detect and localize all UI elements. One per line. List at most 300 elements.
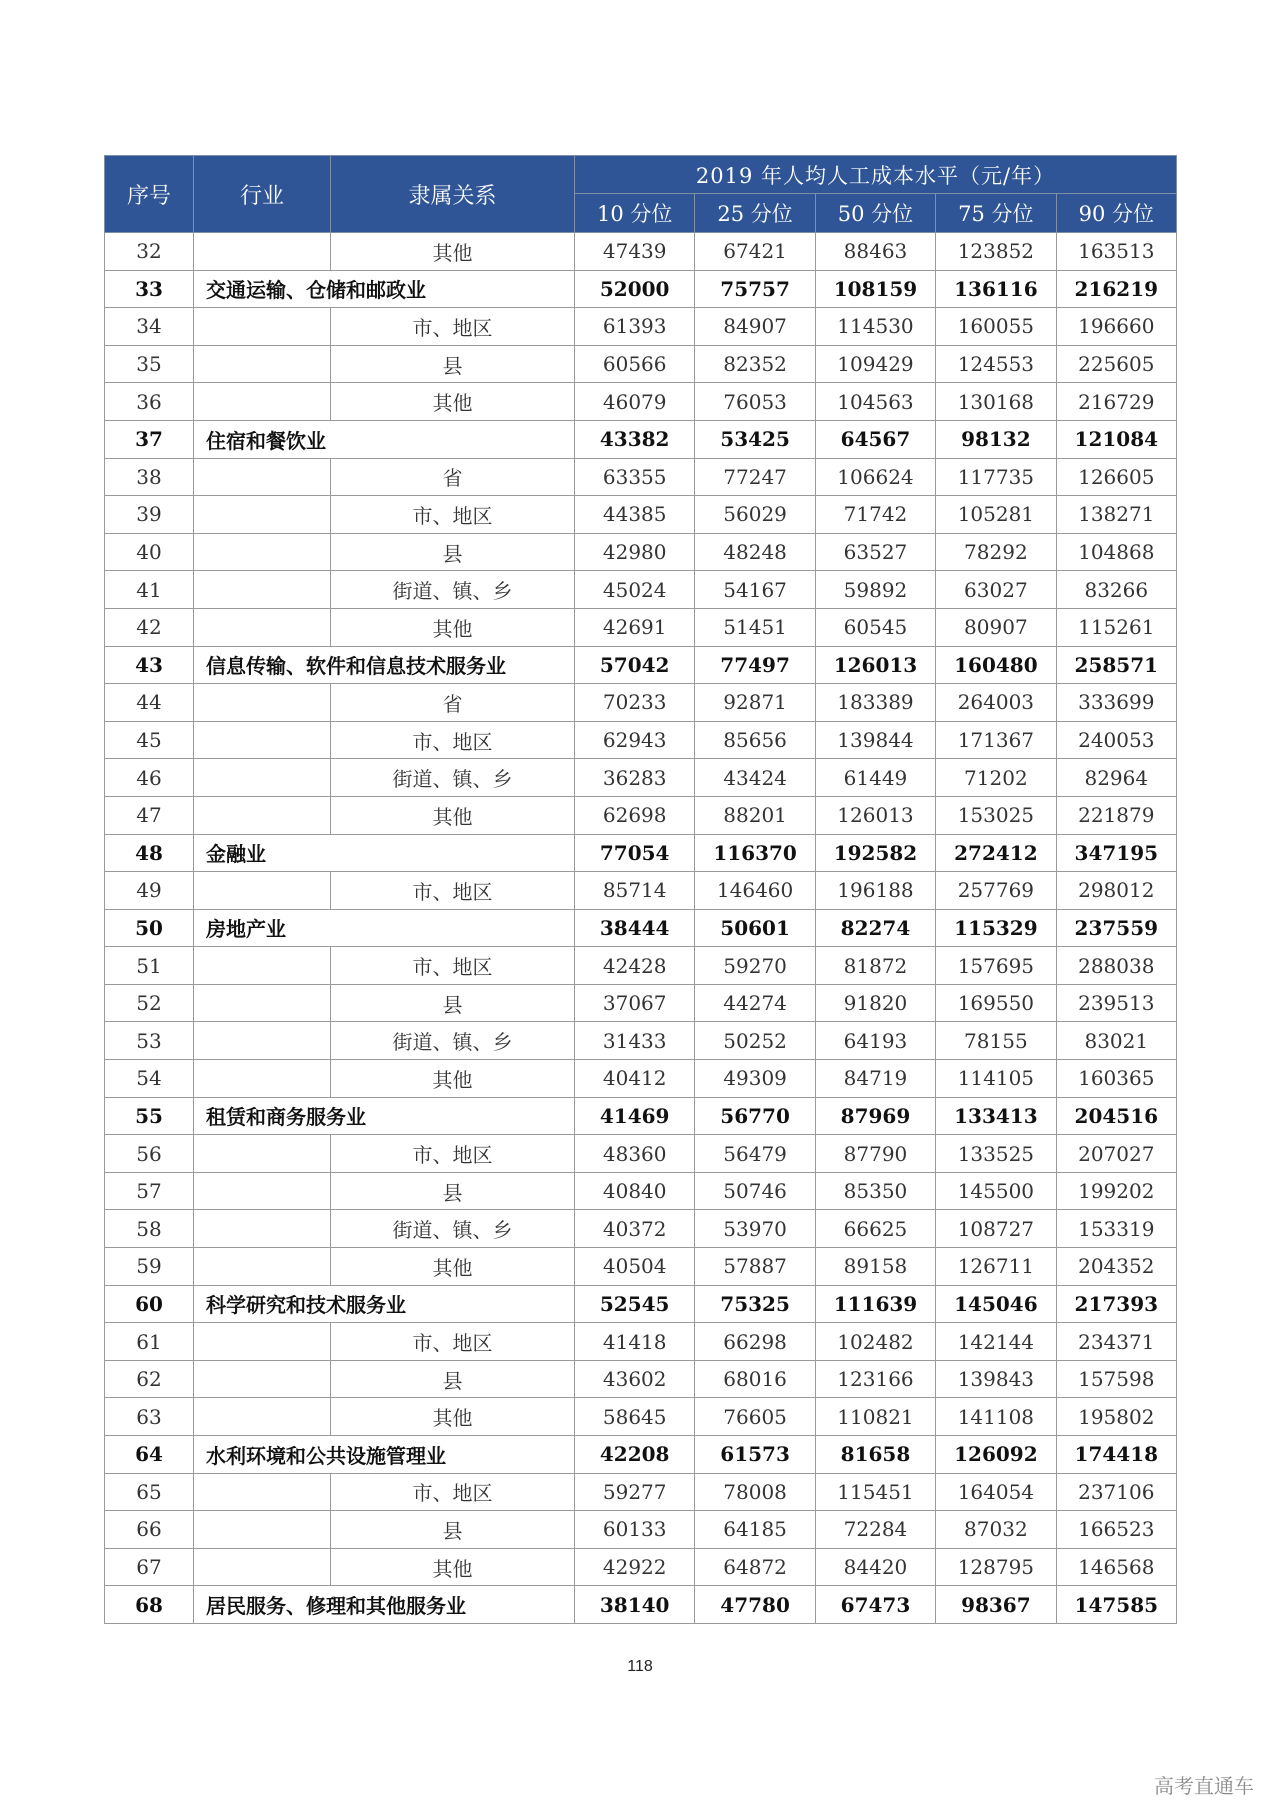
table-row	[105, 1511, 1177, 1549]
header-percentile-10: 10 分位	[575, 194, 695, 233]
row-seq: 51	[105, 947, 194, 985]
row-value-p50: 115451	[815, 1473, 935, 1511]
row-value-p90: 225605	[1056, 345, 1176, 383]
row-seq: 52	[105, 984, 194, 1022]
row-seq: 53	[105, 1022, 194, 1060]
row-seq: 54	[105, 1060, 194, 1098]
row-value-p50: 108159	[815, 270, 935, 308]
row-value-p10: 60566	[575, 345, 695, 383]
row-affiliation: 县	[331, 1511, 575, 1549]
table-row	[105, 1473, 1177, 1511]
row-affiliation: 其他	[331, 1548, 575, 1586]
row-affiliation: 市、地区	[331, 1135, 575, 1173]
row-seq: 35	[105, 345, 194, 383]
row-seq: 56	[105, 1135, 194, 1173]
row-value-p10: 38444	[575, 909, 695, 947]
row-value-p50: 71742	[815, 496, 935, 534]
row-value-p50: 66625	[815, 1210, 935, 1248]
row-value-p75: 157695	[936, 947, 1056, 985]
row-industry	[194, 984, 331, 1022]
page-number: 118	[627, 1658, 653, 1675]
row-seq: 43	[105, 646, 194, 684]
row-value-p25: 85656	[695, 721, 815, 759]
row-value-p50: 81872	[815, 947, 935, 985]
row-value-p75: 141108	[936, 1398, 1056, 1436]
row-value-p25: 146460	[695, 872, 815, 910]
row-affiliation: 其他	[331, 608, 575, 646]
header-industry: 行业	[194, 156, 331, 233]
row-value-p50: 104563	[815, 383, 935, 421]
row-value-p90: 195802	[1056, 1398, 1176, 1436]
row-value-p10: 42428	[575, 947, 695, 985]
table-row	[105, 1097, 1177, 1135]
row-value-p75: 171367	[936, 721, 1056, 759]
row-industry	[194, 1398, 331, 1436]
row-value-p25: 116370	[695, 834, 815, 872]
row-affiliation: 市、地区	[331, 496, 575, 534]
row-affiliation: 县	[331, 1172, 575, 1210]
row-affiliation: 其他	[331, 1398, 575, 1436]
table-row	[105, 270, 1177, 308]
row-value-p90: 258571	[1056, 646, 1176, 684]
row-value-p25: 75757	[695, 270, 815, 308]
row-value-p10: 46079	[575, 383, 695, 421]
row-value-p50: 109429	[815, 345, 935, 383]
table-row	[105, 1285, 1177, 1323]
row-industry	[194, 684, 331, 722]
table-row	[105, 1060, 1177, 1098]
row-affiliation: 县	[331, 533, 575, 571]
row-value-p50: 84719	[815, 1060, 935, 1098]
row-value-p75: 63027	[936, 571, 1056, 609]
row-value-p90: 138271	[1056, 496, 1176, 534]
row-industry	[194, 1060, 331, 1098]
row-affiliation: 街道、镇、乡	[331, 1210, 575, 1248]
row-affiliation: 其他	[331, 796, 575, 834]
row-industry	[194, 533, 331, 571]
row-value-p90: 147585	[1056, 1586, 1176, 1624]
table-header	[105, 156, 1177, 233]
row-value-p90: 196660	[1056, 308, 1176, 346]
row-value-p90: 199202	[1056, 1172, 1176, 1210]
row-value-p25: 92871	[695, 684, 815, 722]
row-affiliation: 县	[331, 1360, 575, 1398]
row-industry	[194, 1511, 331, 1549]
table-row	[105, 947, 1177, 985]
row-value-p90: 160365	[1056, 1060, 1176, 1098]
row-seq: 32	[105, 233, 194, 271]
row-value-p25: 61573	[695, 1436, 815, 1474]
row-industry	[194, 1323, 331, 1361]
table-row	[105, 1586, 1177, 1624]
row-value-p50: 82274	[815, 909, 935, 947]
table-row	[105, 796, 1177, 834]
row-value-p25: 53970	[695, 1210, 815, 1248]
row-seq: 38	[105, 458, 194, 496]
row-value-p75: 126711	[936, 1248, 1056, 1286]
row-industry	[194, 1473, 331, 1511]
row-value-p75: 124553	[936, 345, 1056, 383]
row-value-p90: 207027	[1056, 1135, 1176, 1173]
row-value-p25: 44274	[695, 984, 815, 1022]
row-value-p25: 77247	[695, 458, 815, 496]
row-seq: 34	[105, 308, 194, 346]
row-value-p75: 71202	[936, 759, 1056, 797]
table-row	[105, 1135, 1177, 1173]
row-value-p75: 128795	[936, 1548, 1056, 1586]
row-value-p50: 84420	[815, 1548, 935, 1586]
table-row	[105, 533, 1177, 571]
row-seq: 65	[105, 1473, 194, 1511]
row-value-p90: 126605	[1056, 458, 1176, 496]
row-value-p25: 50601	[695, 909, 815, 947]
row-value-p25: 82352	[695, 345, 815, 383]
row-affiliation: 市、地区	[331, 947, 575, 985]
row-value-p90: 104868	[1056, 533, 1176, 571]
row-value-p75: 108727	[936, 1210, 1056, 1248]
row-value-p25: 51451	[695, 608, 815, 646]
row-value-p90: 237106	[1056, 1473, 1176, 1511]
row-value-p25: 56029	[695, 496, 815, 534]
header-percentile-90: 90 分位	[1056, 194, 1176, 233]
row-industry	[194, 458, 331, 496]
row-industry	[194, 608, 331, 646]
row-value-p25: 88201	[695, 796, 815, 834]
row-value-p25: 84907	[695, 308, 815, 346]
row-industry: 金融业	[194, 834, 331, 872]
table-row	[105, 1360, 1177, 1398]
table-body	[105, 233, 1177, 1624]
row-value-p10: 44385	[575, 496, 695, 534]
row-value-p75: 153025	[936, 796, 1056, 834]
watermark: 高考直通车	[1154, 1774, 1254, 1798]
table-row	[105, 420, 1177, 458]
row-value-p50: 59892	[815, 571, 935, 609]
row-industry	[194, 1248, 331, 1286]
row-value-p50: 196188	[815, 872, 935, 910]
row-seq: 68	[105, 1586, 194, 1624]
table-row	[105, 1172, 1177, 1210]
row-value-p25: 64872	[695, 1548, 815, 1586]
row-seq: 50	[105, 909, 194, 947]
row-value-p10: 48360	[575, 1135, 695, 1173]
row-value-p10: 42208	[575, 1436, 695, 1474]
header-affiliation: 隶属关系	[331, 156, 575, 233]
row-seq: 61	[105, 1323, 194, 1361]
row-affiliation: 县	[331, 345, 575, 383]
row-industry: 信息传输、软件和信息技术服务业	[194, 646, 331, 684]
row-value-p10: 63355	[575, 458, 695, 496]
row-industry	[194, 947, 331, 985]
row-value-p75: 264003	[936, 684, 1056, 722]
row-seq: 64	[105, 1436, 194, 1474]
row-seq: 49	[105, 872, 194, 910]
row-value-p25: 54167	[695, 571, 815, 609]
row-value-p75: 145046	[936, 1285, 1056, 1323]
row-industry: 水利环境和公共设施管理业	[194, 1436, 331, 1474]
row-value-p50: 111639	[815, 1285, 935, 1323]
table-row	[105, 608, 1177, 646]
table-row	[105, 308, 1177, 346]
row-value-p90: 174418	[1056, 1436, 1176, 1474]
row-seq: 47	[105, 796, 194, 834]
row-industry	[194, 571, 331, 609]
row-affiliation: 街道、镇、乡	[331, 571, 575, 609]
table-row	[105, 345, 1177, 383]
row-value-p50: 89158	[815, 1248, 935, 1286]
table-row	[105, 1436, 1177, 1474]
row-value-p75: 78292	[936, 533, 1056, 571]
row-value-p50: 61449	[815, 759, 935, 797]
row-affiliation: 市、地区	[331, 308, 575, 346]
row-value-p10: 58645	[575, 1398, 695, 1436]
header-percentile-75: 75 分位	[936, 194, 1056, 233]
row-value-p90: 239513	[1056, 984, 1176, 1022]
row-industry	[194, 496, 331, 534]
row-value-p25: 53425	[695, 420, 815, 458]
row-value-p75: 272412	[936, 834, 1056, 872]
row-industry	[194, 796, 331, 834]
row-affiliation	[331, 834, 575, 872]
table-row	[105, 1548, 1177, 1586]
row-value-p25: 77497	[695, 646, 815, 684]
row-value-p75: 98367	[936, 1586, 1056, 1624]
row-value-p25: 57887	[695, 1248, 815, 1286]
row-seq: 37	[105, 420, 194, 458]
row-value-p50: 126013	[815, 646, 935, 684]
row-industry	[194, 1135, 331, 1173]
row-value-p75: 139843	[936, 1360, 1056, 1398]
table-row	[105, 721, 1177, 759]
row-value-p25: 48248	[695, 533, 815, 571]
row-value-p25: 76605	[695, 1398, 815, 1436]
row-value-p75: 123852	[936, 233, 1056, 271]
row-value-p50: 85350	[815, 1172, 935, 1210]
row-value-p10: 41469	[575, 1097, 695, 1135]
row-value-p10: 40840	[575, 1172, 695, 1210]
labor-cost-table	[104, 155, 1176, 1624]
row-value-p90: 221879	[1056, 796, 1176, 834]
row-seq: 59	[105, 1248, 194, 1286]
row-affiliation	[331, 420, 575, 458]
row-value-p50: 64567	[815, 420, 935, 458]
row-value-p75: 114105	[936, 1060, 1056, 1098]
table-row	[105, 646, 1177, 684]
row-value-p10: 40372	[575, 1210, 695, 1248]
row-value-p75: 78155	[936, 1022, 1056, 1060]
row-value-p25: 76053	[695, 383, 815, 421]
row-value-p50: 139844	[815, 721, 935, 759]
row-industry	[194, 1022, 331, 1060]
row-value-p25: 43424	[695, 759, 815, 797]
header-percentile-25: 25 分位	[695, 194, 815, 233]
row-affiliation	[331, 909, 575, 947]
row-value-p10: 36283	[575, 759, 695, 797]
row-value-p10: 60133	[575, 1511, 695, 1549]
table-row	[105, 383, 1177, 421]
row-industry	[194, 345, 331, 383]
row-seq: 62	[105, 1360, 194, 1398]
row-industry	[194, 383, 331, 421]
row-value-p50: 64193	[815, 1022, 935, 1060]
row-value-p10: 42980	[575, 533, 695, 571]
row-seq: 66	[105, 1511, 194, 1549]
row-value-p75: 160480	[936, 646, 1056, 684]
row-affiliation: 市、地区	[331, 1323, 575, 1361]
row-value-p50: 63527	[815, 533, 935, 571]
row-value-p90: 298012	[1056, 872, 1176, 910]
row-value-p90: 146568	[1056, 1548, 1176, 1586]
table-row	[105, 759, 1177, 797]
row-affiliation: 市、地区	[331, 1473, 575, 1511]
row-seq: 58	[105, 1210, 194, 1248]
row-value-p10: 62698	[575, 796, 695, 834]
row-value-p75: 115329	[936, 909, 1056, 947]
row-seq: 55	[105, 1097, 194, 1135]
row-value-p10: 41418	[575, 1323, 695, 1361]
table-row	[105, 233, 1177, 271]
header-cost-title: 2019 年人均人工成本水平（元/年）	[575, 156, 1177, 194]
row-value-p25: 56479	[695, 1135, 815, 1173]
row-industry	[194, 308, 331, 346]
row-industry	[194, 1172, 331, 1210]
row-affiliation: 市、地区	[331, 721, 575, 759]
table-row	[105, 1210, 1177, 1248]
row-value-p10: 43382	[575, 420, 695, 458]
row-industry: 科学研究和技术服务业	[194, 1285, 331, 1323]
row-value-p75: 142144	[936, 1323, 1056, 1361]
row-value-p50: 60545	[815, 608, 935, 646]
row-value-p90: 237559	[1056, 909, 1176, 947]
row-industry	[194, 1548, 331, 1586]
row-value-p25: 47780	[695, 1586, 815, 1624]
row-seq: 42	[105, 608, 194, 646]
row-industry: 住宿和餐饮业	[194, 420, 331, 458]
row-value-p90: 204352	[1056, 1248, 1176, 1286]
row-value-p75: 87032	[936, 1511, 1056, 1549]
header-seq: 序号	[105, 156, 194, 233]
row-industry	[194, 233, 331, 271]
table-row	[105, 1323, 1177, 1361]
row-seq: 40	[105, 533, 194, 571]
row-value-p10: 37067	[575, 984, 695, 1022]
row-seq: 44	[105, 684, 194, 722]
row-value-p75: 160055	[936, 308, 1056, 346]
row-seq: 63	[105, 1398, 194, 1436]
row-value-p10: 52000	[575, 270, 695, 308]
row-value-p10: 40504	[575, 1248, 695, 1286]
row-value-p75: 169550	[936, 984, 1056, 1022]
row-value-p50: 110821	[815, 1398, 935, 1436]
row-value-p50: 106624	[815, 458, 935, 496]
row-value-p75: 133413	[936, 1097, 1056, 1135]
row-value-p10: 77054	[575, 834, 695, 872]
row-value-p10: 38140	[575, 1586, 695, 1624]
row-seq: 57	[105, 1172, 194, 1210]
row-value-p50: 88463	[815, 233, 935, 271]
row-seq: 36	[105, 383, 194, 421]
row-seq: 67	[105, 1548, 194, 1586]
row-value-p10: 52545	[575, 1285, 695, 1323]
row-value-p75: 126092	[936, 1436, 1056, 1474]
row-seq: 41	[105, 571, 194, 609]
table-row	[105, 872, 1177, 910]
row-value-p25: 64185	[695, 1511, 815, 1549]
row-value-p10: 62943	[575, 721, 695, 759]
row-seq: 46	[105, 759, 194, 797]
row-affiliation: 街道、镇、乡	[331, 759, 575, 797]
row-value-p25: 75325	[695, 1285, 815, 1323]
row-value-p75: 117735	[936, 458, 1056, 496]
row-value-p90: 166523	[1056, 1511, 1176, 1549]
row-value-p90: 83021	[1056, 1022, 1176, 1060]
row-value-p90: 204516	[1056, 1097, 1176, 1135]
row-value-p90: 82964	[1056, 759, 1176, 797]
row-value-p75: 257769	[936, 872, 1056, 910]
row-value-p25: 78008	[695, 1473, 815, 1511]
table-row	[105, 684, 1177, 722]
row-value-p10: 47439	[575, 233, 695, 271]
row-value-p10: 31433	[575, 1022, 695, 1060]
row-industry	[194, 759, 331, 797]
row-value-p75: 164054	[936, 1473, 1056, 1511]
row-value-p75: 145500	[936, 1172, 1056, 1210]
row-industry: 房地产业	[194, 909, 331, 947]
row-value-p50: 102482	[815, 1323, 935, 1361]
row-value-p25: 50252	[695, 1022, 815, 1060]
row-value-p90: 216729	[1056, 383, 1176, 421]
row-affiliation: 其他	[331, 383, 575, 421]
row-value-p25: 68016	[695, 1360, 815, 1398]
row-industry: 居民服务、修理和其他服务业	[194, 1586, 331, 1624]
row-value-p75: 133525	[936, 1135, 1056, 1173]
row-value-p50: 183389	[815, 684, 935, 722]
row-value-p75: 98132	[936, 420, 1056, 458]
row-affiliation	[331, 1097, 575, 1135]
row-value-p10: 61393	[575, 308, 695, 346]
row-industry: 租赁和商务服务业	[194, 1097, 331, 1135]
row-value-p25: 50746	[695, 1172, 815, 1210]
row-value-p10: 59277	[575, 1473, 695, 1511]
row-seq: 60	[105, 1285, 194, 1323]
row-value-p10: 42691	[575, 608, 695, 646]
row-value-p10: 43602	[575, 1360, 695, 1398]
row-value-p90: 333699	[1056, 684, 1176, 722]
row-affiliation: 省	[331, 684, 575, 722]
row-seq: 45	[105, 721, 194, 759]
row-value-p50: 87790	[815, 1135, 935, 1173]
row-value-p50: 72284	[815, 1511, 935, 1549]
row-value-p10: 42922	[575, 1548, 695, 1586]
row-affiliation: 市、地区	[331, 872, 575, 910]
row-value-p10: 70233	[575, 684, 695, 722]
row-industry	[194, 1210, 331, 1248]
row-value-p10: 45024	[575, 571, 695, 609]
row-value-p90: 121084	[1056, 420, 1176, 458]
row-value-p75: 105281	[936, 496, 1056, 534]
row-value-p50: 81658	[815, 1436, 935, 1474]
row-value-p75: 136116	[936, 270, 1056, 308]
table-row	[105, 984, 1177, 1022]
row-value-p75: 130168	[936, 383, 1056, 421]
row-value-p25: 59270	[695, 947, 815, 985]
row-value-p25: 56770	[695, 1097, 815, 1135]
table-row	[105, 909, 1177, 947]
row-value-p50: 114530	[815, 308, 935, 346]
row-value-p25: 67421	[695, 233, 815, 271]
row-value-p90: 234371	[1056, 1323, 1176, 1361]
row-value-p90: 163513	[1056, 233, 1176, 271]
